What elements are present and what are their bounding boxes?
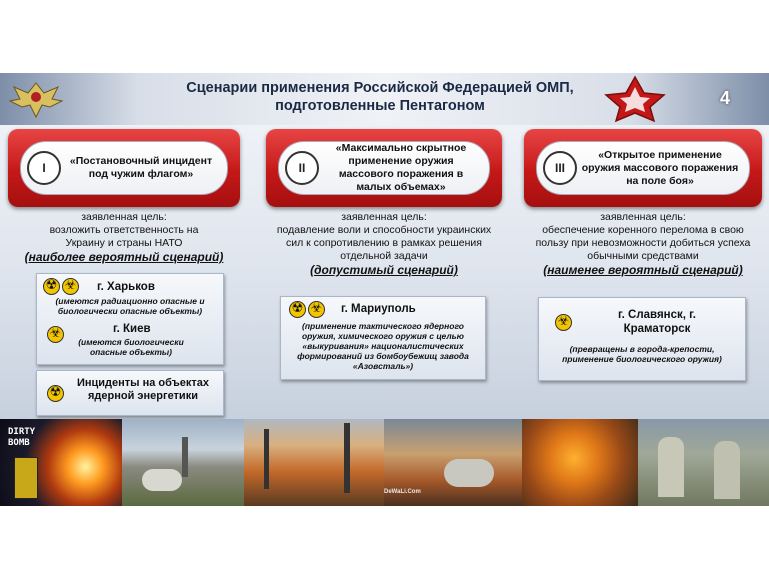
hazard-icons	[47, 385, 66, 403]
page-title	[140, 79, 620, 115]
target-note: (имеются радиационно опасные и биологически опасные объекты)	[55, 296, 205, 316]
photo-smoke-plant	[244, 419, 384, 506]
hazard-icons	[43, 278, 81, 296]
scenario-goal-3	[518, 211, 768, 277]
target-text: Инциденты на объектах ядерной энергетики	[76, 377, 210, 402]
army-star-icon	[600, 75, 670, 123]
target-box-kharkiv-kyiv	[36, 273, 224, 365]
title-line-1: Сценарии применения Российской Федерацией ОМП,	[186, 80, 574, 96]
photo-dirty-bomb	[0, 419, 122, 506]
watermark: DeWaLi.Com	[384, 489, 421, 495]
slide	[0, 73, 769, 506]
tank-shape	[444, 459, 494, 487]
slide-header	[0, 73, 769, 125]
target-note: (превращены в города-крепости, применение биологического оружия)	[562, 344, 722, 364]
goal-label: заявленная цель:	[81, 211, 167, 223]
target-box-mariupol	[280, 296, 486, 380]
scenario-verdict: (допустимый сценарий)	[310, 263, 458, 277]
goal-text: подавление воли и способности украинских сил к сопротивлению в рамках решения отдельной задачи	[276, 224, 492, 262]
scenario-numeral: III	[543, 151, 577, 185]
goal-text: возложить ответственность на Украину и страны НАТО	[49, 224, 199, 249]
scenario-goal-2	[268, 211, 500, 277]
target-box-nuclear	[36, 370, 224, 416]
scenario-numeral: II	[285, 151, 319, 185]
radiation-icon	[289, 301, 306, 318]
scenario-card-2	[266, 129, 502, 207]
target-city: г. Киев	[113, 323, 151, 335]
chimney-shape	[264, 429, 269, 489]
scenario-card-3	[524, 129, 762, 207]
photo-orange-smoke	[522, 419, 638, 506]
goal-text: обеспечение коренного перелома в свою пользу при невозможности добиться успеха обычными средствами	[535, 224, 751, 262]
dirty-bomb-label	[8, 427, 35, 449]
dirty-bomb-line-2: BOMB	[8, 438, 30, 448]
photo-hazmat-soldiers	[638, 419, 769, 506]
title-line-2: подготовленные Пентагоном	[275, 98, 485, 114]
target-city: г. Славянск, г. Краматорск	[618, 309, 696, 335]
target-city: г. Харьков	[97, 281, 155, 293]
scenario-card-1	[8, 129, 240, 207]
tank-shape	[142, 469, 182, 491]
dirty-bomb-line-1: DIRTY	[8, 427, 36, 437]
scenario-numeral: I	[27, 151, 61, 185]
barrel-shape	[14, 457, 38, 499]
target-note: (имеются биологически опасные объекты)	[78, 337, 184, 357]
scenario-verdict: (наименее вероятный сценарий)	[543, 263, 743, 277]
hazard-icons	[289, 301, 327, 319]
hazard-icons	[47, 326, 66, 344]
target-note: (применение тактического ядерного оружия, химического оружия с целью «выкуривания» националистических формирований из бомбоубежищ завода «Азовсталь»)	[297, 321, 469, 371]
soldier-shape	[714, 441, 740, 499]
goal-label: заявленная цель:	[341, 211, 427, 223]
scenario-verdict: (наиболее вероятный сценарий)	[24, 250, 224, 264]
radiation-icon	[47, 385, 64, 402]
double-headed-eagle-emblem	[6, 77, 66, 121]
scenario-goal-1	[5, 211, 243, 264]
scenario-card-inner	[536, 141, 750, 195]
biohazard-icon	[555, 314, 572, 331]
radiation-icon	[43, 278, 60, 295]
target-box-slavyansk	[538, 297, 746, 381]
hazard-icons	[555, 314, 574, 332]
scenario-title: «Открытое применение оружия массового поражения на поле боя»	[581, 148, 739, 187]
scenario-title: «Постановочный инцидент под чужим флагом»	[69, 155, 213, 180]
biohazard-icon	[47, 326, 64, 343]
photo-rail-tank	[384, 419, 522, 506]
soldier-shape	[658, 437, 684, 497]
goal-label: заявленная цель:	[600, 211, 686, 223]
photo-strip	[0, 419, 769, 506]
chimney-shape	[182, 437, 188, 477]
biohazard-icon	[308, 301, 325, 318]
photo-industrial-site	[122, 419, 244, 506]
chimney-shape	[344, 423, 350, 493]
scenario-card-inner	[278, 141, 490, 195]
scenario-card-inner	[20, 141, 228, 195]
biohazard-icon	[62, 278, 79, 295]
scenario-title: «Максимально скрытное применение оружия массового поражения в малых объемах»	[335, 142, 467, 193]
target-city: г. Мариуполь	[341, 303, 416, 315]
slide-number: 4	[719, 88, 730, 108]
